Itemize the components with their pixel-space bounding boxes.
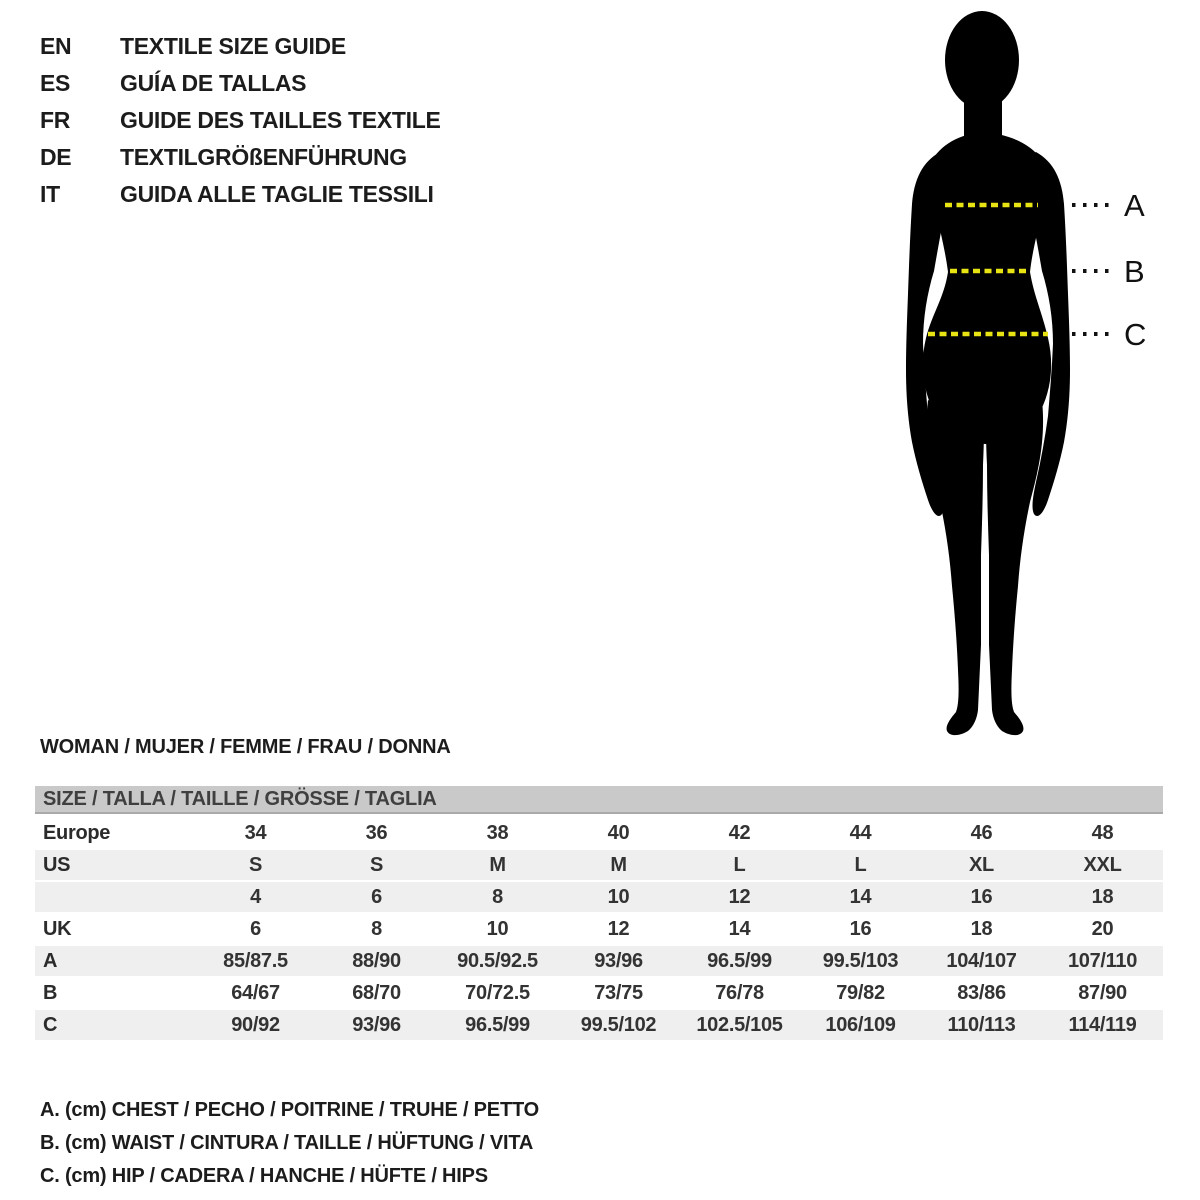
size-cell: 20 — [1091, 917, 1114, 940]
size-cell: 102.5/105 — [679, 1010, 800, 1040]
woman-silhouette-diagram — [860, 0, 1200, 760]
size-cell: L — [800, 850, 921, 880]
language-row-de — [40, 139, 441, 176]
size-cell: 79/82 — [836, 981, 885, 1004]
table-row — [35, 946, 1163, 976]
size-cell: 6 — [250, 917, 261, 940]
language-row-en — [40, 28, 441, 65]
size-cell: 48 — [1091, 821, 1114, 844]
measure-label-a: A — [1124, 188, 1145, 223]
size-cell: 14 — [800, 882, 921, 912]
size-cell: 10 — [486, 917, 509, 940]
language-code: FR — [40, 107, 71, 133]
size-cell: 16 — [849, 917, 872, 940]
size-cell: 18 — [1042, 882, 1163, 912]
size-cell: 70/72.5 — [465, 981, 530, 1004]
size-cell: 12 — [679, 882, 800, 912]
language-list — [40, 28, 441, 213]
size-cell: 99.5/103 — [800, 946, 921, 976]
size-cell: XXL — [1042, 850, 1163, 880]
language-code: DE — [40, 144, 72, 170]
size-cell: 87/90 — [1078, 981, 1127, 1004]
table-row — [35, 978, 1163, 1008]
language-row-it — [40, 176, 441, 213]
size-cell: 46 — [970, 821, 993, 844]
size-cell: 85/87.5 — [195, 946, 316, 976]
size-cell: 8 — [371, 917, 382, 940]
size-cell: 114/119 — [1042, 1010, 1163, 1040]
language-title: TEXTILGRÖßENFÜHRUNG — [120, 144, 407, 170]
measure-label-c: C — [1124, 317, 1147, 352]
size-cell: 93/96 — [316, 1010, 437, 1040]
size-cell: 16 — [921, 882, 1042, 912]
size-cell: 90/92 — [195, 1010, 316, 1040]
size-cell: 106/109 — [800, 1010, 921, 1040]
measurement-legend — [40, 1094, 539, 1193]
size-cell: 34 — [244, 821, 267, 844]
language-code: ES — [40, 70, 71, 96]
size-cell: 104/107 — [921, 946, 1042, 976]
size-cell: 64/67 — [231, 981, 280, 1004]
language-title: GUÍA DE TALLAS — [120, 70, 307, 96]
table-row — [35, 818, 1163, 848]
size-cell: 14 — [728, 917, 751, 940]
size-cell: 10 — [558, 882, 679, 912]
size-cell: 8 — [437, 882, 558, 912]
table-row — [35, 1010, 1163, 1040]
size-cell: 88/90 — [316, 946, 437, 976]
table-row — [35, 850, 1163, 880]
size-cell: 38 — [486, 821, 509, 844]
woman-silhouette — [906, 11, 1070, 735]
size-cell: S — [316, 850, 437, 880]
size-cell: 110/113 — [921, 1010, 1042, 1040]
size-cell: XL — [921, 850, 1042, 880]
size-cell: S — [195, 850, 316, 880]
table-row — [35, 882, 1163, 912]
language-code: IT — [40, 181, 60, 207]
row-label: C — [35, 1010, 195, 1040]
language-code: EN — [40, 33, 72, 59]
legend-hip: C. (cm) HIP / CADERA / HANCHE / HÜFTE / HIPS — [40, 1165, 488, 1187]
size-cell: 90.5/92.5 — [437, 946, 558, 976]
row-label — [35, 882, 195, 912]
size-cell: L — [679, 850, 800, 880]
language-title: GUIDA ALLE TAGLIE TESSILI — [120, 181, 434, 207]
size-cell: 83/86 — [957, 981, 1006, 1004]
row-label: US — [35, 850, 195, 880]
size-cell: 44 — [849, 821, 872, 844]
language-title: GUIDE DES TAILLES TEXTILE — [120, 107, 441, 133]
size-table-header: SIZE / TALLA / TAILLE / GRÖSSE / TAGLIA — [35, 786, 1163, 814]
language-row-es — [40, 65, 441, 102]
size-table — [35, 816, 1163, 1042]
size-cell: 96.5/99 — [437, 1010, 558, 1040]
measure-label-b: B — [1124, 254, 1145, 289]
size-cell: 18 — [970, 917, 993, 940]
size-cell: 93/96 — [558, 946, 679, 976]
legend-waist: B. (cm) WAIST / CINTURA / TAILLE / HÜFTUNG / VITA — [40, 1132, 534, 1154]
measurement-figure — [860, 0, 1200, 760]
size-cell: 96.5/99 — [679, 946, 800, 976]
size-cell: M — [558, 850, 679, 880]
size-cell: 4 — [195, 882, 316, 912]
size-cell: 36 — [365, 821, 388, 844]
size-cell: 107/110 — [1042, 946, 1163, 976]
size-cell: 6 — [316, 882, 437, 912]
section-title: WOMAN / MUJER / FEMME / FRAU / DONNA — [40, 736, 451, 758]
row-label: B — [43, 981, 58, 1004]
row-label: UK — [43, 917, 72, 940]
size-cell: 99.5/102 — [558, 1010, 679, 1040]
size-cell: 73/75 — [594, 981, 643, 1004]
size-cell: 40 — [607, 821, 630, 844]
size-table-body — [35, 818, 1163, 1040]
size-cell: 68/70 — [352, 981, 401, 1004]
row-label: A — [35, 946, 195, 976]
legend-chest: A. (cm) CHEST / PECHO / POITRINE / TRUHE / PETTO — [40, 1099, 539, 1121]
language-title: TEXTILE SIZE GUIDE — [120, 33, 346, 59]
row-label: Europe — [43, 821, 111, 844]
size-cell: 76/78 — [715, 981, 764, 1004]
table-row — [35, 914, 1163, 944]
size-cell: 42 — [728, 821, 751, 844]
language-row-fr — [40, 102, 441, 139]
size-cell: 12 — [607, 917, 630, 940]
size-cell: M — [437, 850, 558, 880]
